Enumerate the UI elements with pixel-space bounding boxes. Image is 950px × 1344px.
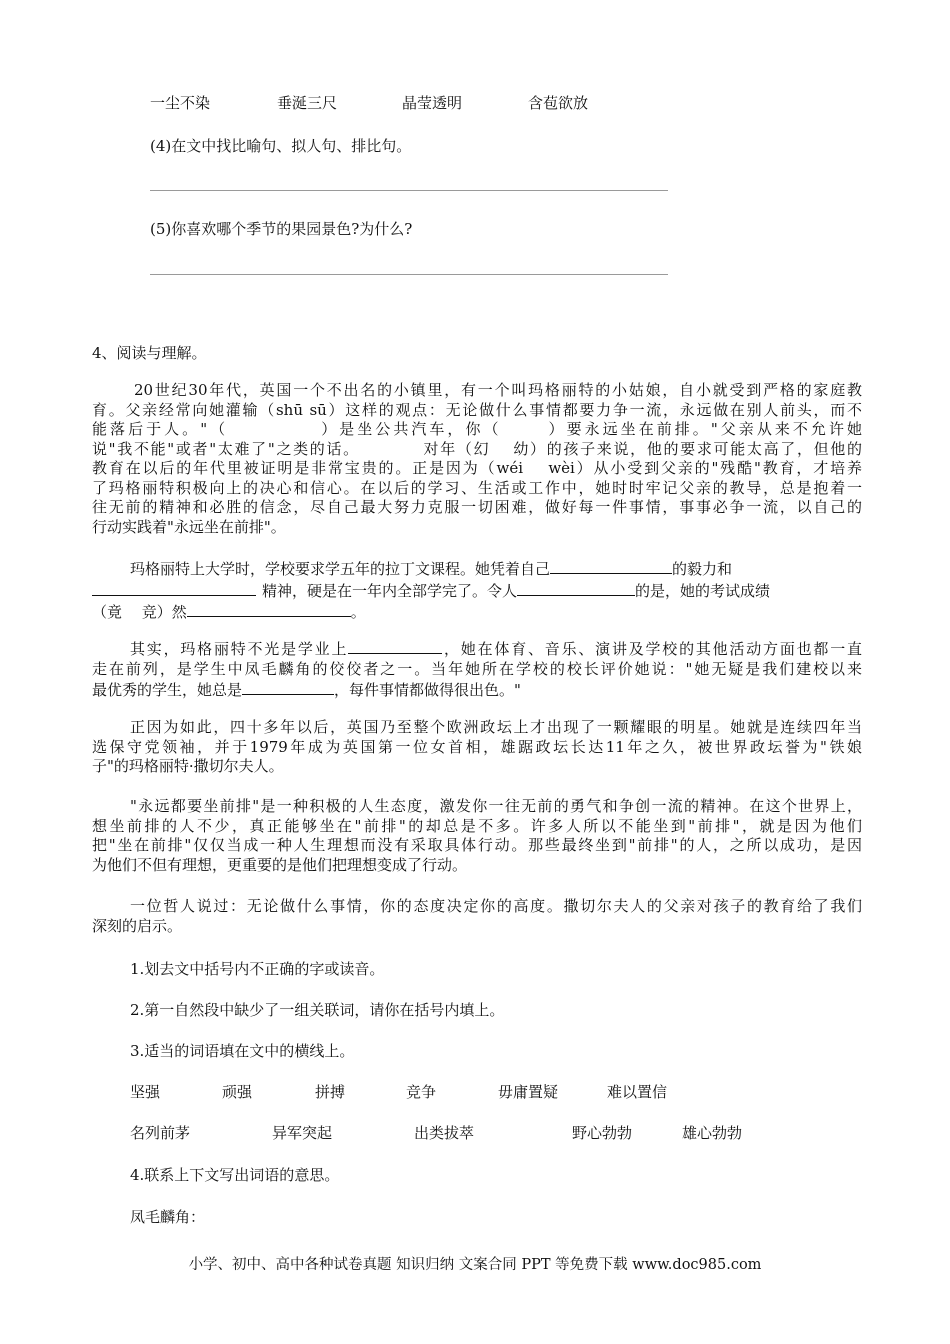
word-item: 含苞欲放 xyxy=(528,94,589,112)
word-item: 拼搏 xyxy=(315,1083,346,1101)
fill-blank[interactable] xyxy=(187,601,351,617)
word-item: 顽强 xyxy=(222,1083,253,1101)
answer-line[interactable] xyxy=(150,190,668,191)
footer-text: 小学、初中、高中各种试卷真题 知识归纳 文案合同 PPT 等免费下载 www.doc985.com xyxy=(188,1257,762,1273)
word-item: 雄心勃勃 xyxy=(682,1124,743,1142)
paragraph-3: 其实，玛格丽特不光是学业上 ，她在体育、音乐、演讲及学校的其他活动方面也都一直 走在前列，是学生中凤毛麟角的佼佼者之一。当年她所在学校的校长评价她说："她无疑是我们建校以来 最优秀的学生，她总是 ，每件事情都做得很出色。" xyxy=(92,640,862,699)
word-item: 毋庸置疑 xyxy=(498,1083,559,1101)
question-4-meaning: 4.联系上下文写出词语的意思。 xyxy=(130,1166,340,1184)
answer-line[interactable] xyxy=(150,274,668,275)
word-bank-row-2 xyxy=(0,1122,950,1142)
word-item: 出类拔萃 xyxy=(414,1124,475,1142)
word-item: 竞争 xyxy=(406,1083,437,1101)
paragraph-1: 20世纪30年代，英国一个不出名的小镇里，有一个叫玛格丽特的小姑娘，自小就受到严格的家庭教 育。父亲经常向她灌输（shū sū）这样的观点：无论做什么事情都要力争一流，永远做在别人前头，而不 能落后于人。"（ ）是坐公共汽车，你（ ）要永远坐在前排。"父亲从来不允许她 说"我不能"或者"太难了"之类的话。 对年（幻 幼）的孩子来说，他的要求可能太高了，但他的 教育在以后的年代里被证明是非常宝贵的。正是因为（wéi wèi）从小受到父亲的"残酷"教育，才培养 了玛格丽特积极向上的决心和信心。在以后的学习、生活或工作中，她时时牢记父亲的教导，总是抱着一 往无前的精神和必胜的信念，尽自己最大努力克服一切困难，做好每一件事情，事事必争一流，以自己的 行动实践着"永远坐在前排"。 xyxy=(92,381,862,536)
question-5-season: (5)你喜欢哪个季节的果园景色?为什么? xyxy=(150,220,413,238)
question-3: 3.适当的词语填在文中的横线上。 xyxy=(130,1042,355,1060)
fill-blank[interactable] xyxy=(92,580,256,596)
paragraph-2: 玛格丽特上大学时，学校要求学五年的拉丁文课程。她凭着自己 的毅力和 精神，硬是在一年内全部学完了。令人 的是，她的考试成绩 （竟 竞）然 。 xyxy=(92,560,771,621)
word-bank-row-1 xyxy=(0,1081,950,1101)
fill-blank[interactable] xyxy=(550,558,672,574)
word-item: 异军突起 xyxy=(272,1124,333,1142)
question-1: 1.划去文中括号内不正确的字或读音。 xyxy=(130,960,385,978)
paragraph-5: "永远都要坐前排"是一种积极的人生态度，激发你一往无前的勇气和争创一流的精神。在这个世界上， 想坐前排的人不少，真正能够坐在"前排"的却总是不多。许多人所以不能坐到"前排"，就是因为他们 把"坐在前排"仅仅当成一种人生理想而没有采取具体行动。那些最终坐到"前排"的人，之所以成功，是因 为他们不但有理想，更重要的是他们把理想变成了行动。 xyxy=(92,797,862,874)
word-item: 一尘不染 xyxy=(150,94,211,112)
word-item: 晶莹透明 xyxy=(402,94,463,112)
word-item: 垂涎三尺 xyxy=(277,94,338,112)
question-2: 2.第一自然段中缺少了一组关联词，请你在括号内填上。 xyxy=(130,1001,505,1019)
fill-blank[interactable] xyxy=(348,638,442,654)
fill-blank[interactable] xyxy=(517,580,635,596)
word-item: 坚强 xyxy=(130,1083,161,1101)
paragraph-6: 一位哲人说过：无论做什么事情，你的态度决定你的高度。撒切尔夫人的父亲对孩子的教育给了我们 深刻的启示。 xyxy=(92,897,862,935)
word-item: 野心勃勃 xyxy=(572,1124,633,1142)
top-word-row xyxy=(0,92,950,112)
word-item: 名列前茅 xyxy=(130,1124,191,1142)
fill-blank[interactable] xyxy=(242,679,334,695)
term-label: 凤毛麟角： xyxy=(130,1208,206,1226)
question-4-sentences: (4)在文中找比喻句、拟人句、排比句。 xyxy=(150,137,412,155)
word-item: 难以置信 xyxy=(607,1083,668,1101)
paragraph-4: 正因为如此，四十多年以后，英国乃至整个欧洲政坛上才出现了一颗耀眼的明星。她就是连续四年当 选保守党领袖，并于1979年成为英国第一位女首相，雄踞政坛长达11年之久，被世界政坛誉为"铁娘 子"的玛格丽特·撒切尔夫人。 xyxy=(92,718,862,775)
section-title: 4、阅读与理解。 xyxy=(92,344,207,362)
